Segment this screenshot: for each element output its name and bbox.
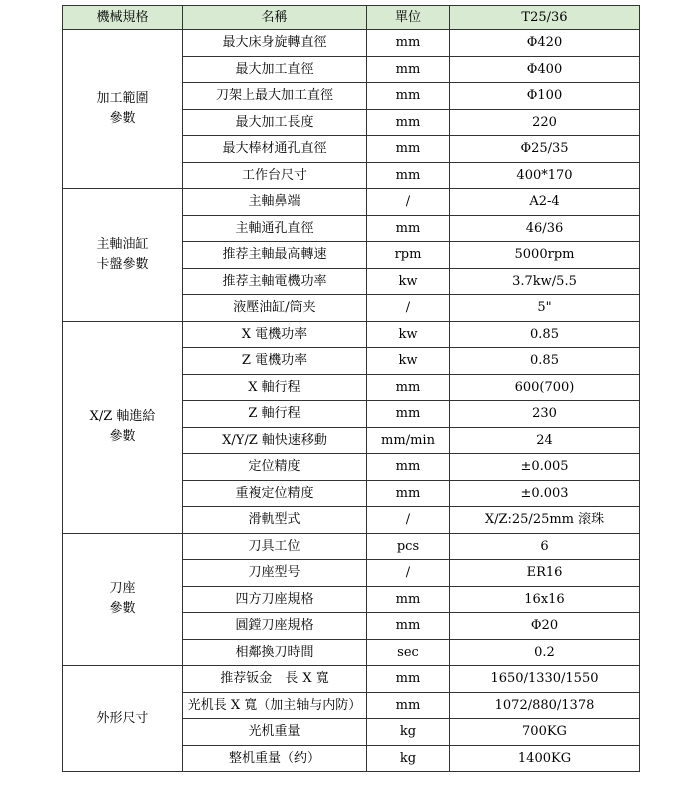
- cell-value: 46/36: [450, 215, 640, 242]
- cell-name: Z 軸行程: [183, 401, 367, 428]
- cell-name: X 電機功率: [183, 321, 367, 348]
- cell-value: 5000rpm: [450, 242, 640, 269]
- cell-value: Φ400: [450, 56, 640, 83]
- cell-value: ER16: [450, 560, 640, 587]
- cell-name: 滑軌型式: [183, 507, 367, 534]
- cell-unit: mm: [367, 83, 450, 110]
- cell-name: X/Y/Z 軸快速移動: [183, 427, 367, 454]
- cell-name: 推荐钣金 長 X 寬: [183, 666, 367, 693]
- group-label-line: 刀座: [109, 581, 136, 597]
- cell-value: 700KG: [450, 719, 640, 746]
- cell-value: 16x16: [450, 586, 640, 613]
- cell-value: 0.2: [450, 639, 640, 666]
- group-label-line: 卡盤參數: [96, 256, 149, 272]
- cell-name: 刀座型号: [183, 560, 367, 587]
- cell-unit: kg: [367, 745, 450, 772]
- cell-unit: mm: [367, 401, 450, 428]
- cell-unit: kw: [367, 348, 450, 375]
- cell-name: 光机重量: [183, 719, 367, 746]
- group-label-line: X/Z 軸進給: [89, 409, 156, 424]
- group-label: [63, 321, 183, 533]
- cell-value: 6: [450, 533, 640, 560]
- spec-table: [62, 5, 640, 772]
- cell-unit: mm: [367, 586, 450, 613]
- cell-name: Z 電機功率: [183, 348, 367, 375]
- cell-unit: mm: [367, 136, 450, 163]
- group-label-line: 加工範圍: [96, 91, 149, 106]
- cell-unit: mm: [367, 666, 450, 693]
- group-label-line: 參數: [109, 111, 136, 126]
- cell-value: 1072/880/1378: [450, 692, 640, 719]
- cell-unit: mm: [367, 162, 450, 189]
- cell-name: 相鄰換刀時間: [183, 639, 367, 666]
- cell-name: 四方刀座規格: [183, 586, 367, 613]
- header-unit: 單位: [367, 6, 450, 30]
- cell-unit: mm: [367, 613, 450, 640]
- cell-value: Φ420: [450, 30, 640, 57]
- cell-value: 5": [450, 295, 640, 322]
- header-model: T25/36: [450, 6, 640, 30]
- cell-name: 刀架上最大加工直徑: [183, 83, 367, 110]
- table-header: [63, 6, 640, 30]
- cell-value: A2-4: [450, 189, 640, 216]
- table-body: [63, 30, 640, 772]
- cell-value: 600(700): [450, 374, 640, 401]
- table-row: [63, 533, 640, 560]
- cell-value: ±0.005: [450, 454, 640, 481]
- cell-name: X 軸行程: [183, 374, 367, 401]
- cell-unit: mm: [367, 374, 450, 401]
- group-label: [63, 30, 183, 189]
- cell-unit: kw: [367, 321, 450, 348]
- cell-name: 主軸鼻端: [183, 189, 367, 216]
- group-label-line: 主軸油缸: [96, 236, 149, 252]
- cell-unit: sec: [367, 639, 450, 666]
- group-label: [63, 189, 183, 322]
- cell-value: Φ20: [450, 613, 640, 640]
- group-label: [63, 666, 183, 772]
- cell-name: 液壓油缸/筒夹: [183, 295, 367, 322]
- cell-value: 24: [450, 427, 640, 454]
- cell-unit: kg: [367, 719, 450, 746]
- table-row: [63, 666, 640, 693]
- cell-unit: /: [367, 295, 450, 322]
- cell-unit: mm: [367, 215, 450, 242]
- cell-value: 0.85: [450, 348, 640, 375]
- cell-name: 推荐主軸電機功率: [183, 268, 367, 295]
- cell-name: 刀具工位: [183, 533, 367, 560]
- cell-value: 1650/1330/1550: [450, 666, 640, 693]
- cell-name: 最大加工直徑: [183, 56, 367, 83]
- cell-unit: /: [367, 507, 450, 534]
- cell-unit: mm: [367, 30, 450, 57]
- table-row: [63, 321, 640, 348]
- cell-unit: /: [367, 189, 450, 216]
- group-label-line: 外形尺寸: [96, 710, 149, 726]
- group-label-line: 參數: [109, 601, 136, 617]
- table-row: [63, 189, 640, 216]
- cell-name: 最大床身旋轉直徑: [183, 30, 367, 57]
- cell-name: 最大棒材通孔直徑: [183, 136, 367, 163]
- cell-value: 1400KG: [450, 745, 640, 772]
- cell-name: 主軸通孔直徑: [183, 215, 367, 242]
- cell-unit: /: [367, 560, 450, 587]
- cell-name: 光机長 X 寬（加主轴与内防）: [183, 692, 367, 719]
- cell-unit: pcs: [367, 533, 450, 560]
- cell-name: 工作台尺寸: [183, 162, 367, 189]
- cell-value: Φ25/35: [450, 136, 640, 163]
- cell-unit: mm: [367, 692, 450, 719]
- cell-value: 220: [450, 109, 640, 136]
- header-name: 名稱: [183, 6, 367, 30]
- cell-value: 230: [450, 401, 640, 428]
- cell-name: 整机重量（约）: [183, 745, 367, 772]
- cell-unit: kw: [367, 268, 450, 295]
- cell-unit: mm/min: [367, 427, 450, 454]
- header-row: [63, 6, 640, 30]
- cell-value: ±0.003: [450, 480, 640, 507]
- cell-name: 定位精度: [183, 454, 367, 481]
- cell-value: Φ100: [450, 83, 640, 110]
- cell-name: 推荐主軸最高轉速: [183, 242, 367, 269]
- cell-unit: rpm: [367, 242, 450, 269]
- cell-value: 400*170: [450, 162, 640, 189]
- cell-unit: mm: [367, 454, 450, 481]
- table-row: [63, 30, 640, 57]
- cell-unit: mm: [367, 480, 450, 507]
- header-spec: 機械規格: [63, 6, 183, 30]
- cell-name: 重複定位精度: [183, 480, 367, 507]
- cell-name: 圓鏜刀座規格: [183, 613, 367, 640]
- cell-value: X/Z:25/25mm 滚珠: [450, 507, 640, 534]
- cell-unit: mm: [367, 56, 450, 83]
- group-label-line: 參數: [109, 429, 136, 444]
- cell-name: 最大加工長度: [183, 109, 367, 136]
- cell-value: 0.85: [450, 321, 640, 348]
- cell-unit: mm: [367, 109, 450, 136]
- group-label: [63, 533, 183, 666]
- cell-value: 3.7kw/5.5: [450, 268, 640, 295]
